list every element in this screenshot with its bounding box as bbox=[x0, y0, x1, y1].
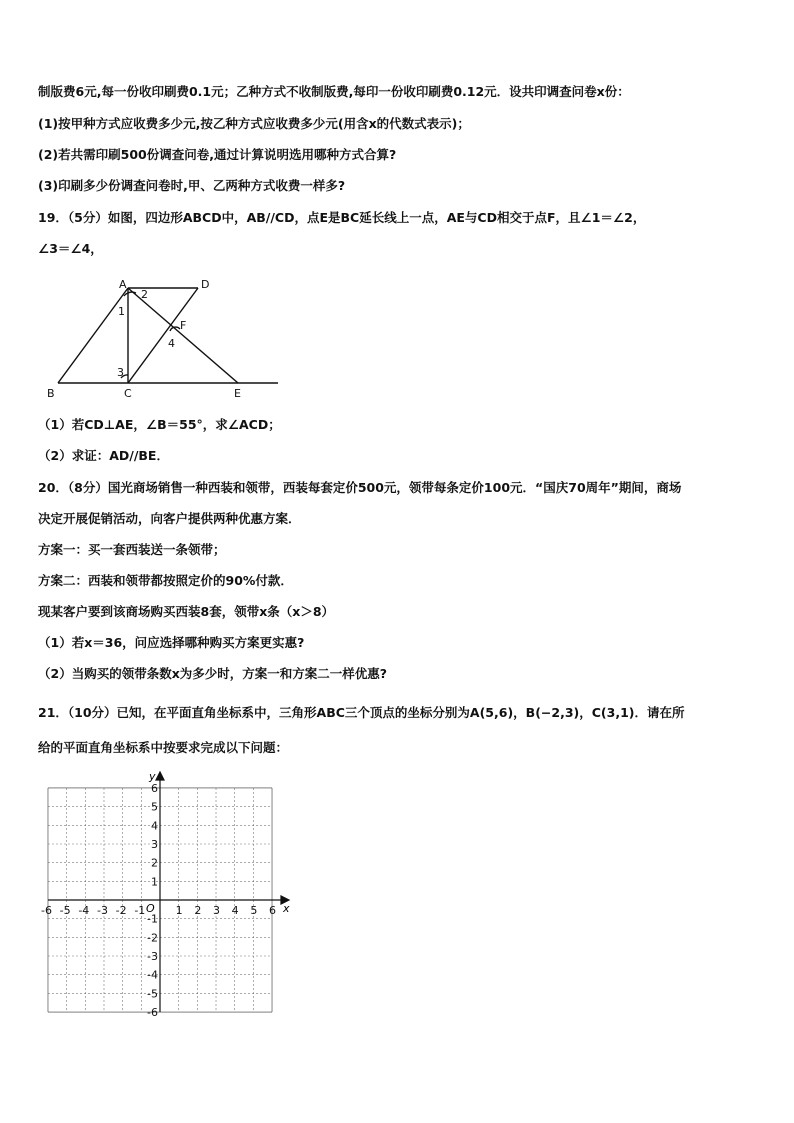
angle-2-label: 2 bbox=[141, 288, 148, 301]
text-line-1: 制版费6元,每一份收印刷费0.1元；乙种方式不收制版费,每印一份收印刷费0.12元．设共印调查问卷x份： bbox=[38, 84, 630, 99]
y-tick-label: -6 bbox=[147, 1006, 158, 1020]
angle-3-label: 3 bbox=[117, 366, 124, 379]
point-b-label: B bbox=[47, 387, 55, 400]
point-c-label: C bbox=[124, 387, 132, 400]
x-tick-label: -5 bbox=[59, 904, 71, 917]
y-tick-label: -3 bbox=[147, 950, 158, 964]
y-axis-arrow-icon bbox=[156, 772, 164, 780]
question-21-line-2: 给的平面直角坐标系中按要求完成以下问题： bbox=[38, 740, 289, 755]
text-line-2: (1)按甲种方式应收费多少元,按乙种方式应收费多少元(用含x的代数式表示)； bbox=[38, 116, 470, 131]
angle-4-label: 4 bbox=[168, 337, 175, 350]
question-20-line-2: 决定开展促销活动，向客户提供两种优惠方案． bbox=[38, 511, 301, 526]
question-20-title: 20．（8分）国光商场销售一种西装和领带，西装每套定价500元，领带每条定价100元．“国庆70周年”期间，商场 bbox=[38, 480, 682, 495]
x-tick-label: 5 bbox=[250, 904, 258, 917]
x-tick-label: -3 bbox=[96, 904, 108, 917]
x-axis-label: x bbox=[283, 902, 290, 915]
y-tick-label: -2 bbox=[147, 931, 158, 945]
x-tick-label: 1 bbox=[175, 904, 183, 917]
question-20-part-2: （2）当购买的领带条数x为多少时，方案一和方案二一样优惠? bbox=[38, 666, 388, 681]
x-tick-label: 2 bbox=[194, 904, 202, 917]
point-e-label: E bbox=[234, 387, 241, 400]
x-tick-label: -2 bbox=[115, 904, 127, 917]
x-tick-label: -4 bbox=[78, 904, 90, 917]
y-tick-label: 2 bbox=[151, 856, 158, 870]
y-tick-label: 5 bbox=[151, 800, 158, 814]
y-axis-label: y bbox=[149, 770, 156, 783]
point-a-label: A bbox=[119, 278, 127, 291]
x-tick-label: -1 bbox=[134, 904, 146, 917]
x-tick-label: 6 bbox=[269, 904, 277, 917]
question-21-title: 21．（10分）已知，在平面直角坐标系中，三角形ABC三个顶点的坐标分别为A(5,6)，B(−2,3)，C(3,1)．请在所 bbox=[38, 705, 685, 720]
plan-one: 方案一：买一套西装送一条领带； bbox=[38, 542, 226, 557]
question-19-condition: ∠3＝∠4， bbox=[38, 241, 103, 256]
question-20-part-1: （1）若x＝36，问应选择哪种购买方案更实惠? bbox=[38, 635, 305, 650]
question-19-part-1: （1）若CD⊥AE，∠B＝55°，求∠ACD； bbox=[38, 417, 281, 432]
plan-two: 方案二：西装和领带都按照定价的90%付款． bbox=[38, 573, 293, 588]
question-19-part-2: （2）求证：AD//BE． bbox=[38, 448, 169, 463]
y-tick-label: -1 bbox=[147, 912, 158, 926]
text-line-4: (3)印刷多少份调查问卷时,甲、乙两种方式收费一样多? bbox=[38, 178, 346, 193]
y-tick-label: -4 bbox=[147, 968, 158, 982]
y-tick-label: 6 bbox=[151, 781, 158, 795]
point-f-label: F bbox=[180, 319, 187, 332]
point-d-label: D bbox=[201, 278, 210, 291]
question-19-title: 19．（5分）如图，四边形ABCD中，AB//CD，点E是BC延长线上一点，AE与CD相交于点F，且∠1＝∠2， bbox=[38, 210, 646, 225]
y-tick-label: 1 bbox=[151, 875, 158, 889]
text-line-3: (2)若共需印刷500份调查问卷,通过计算说明选用哪种方式合算? bbox=[38, 147, 397, 162]
y-tick-label: 3 bbox=[151, 837, 158, 851]
x-tick-label: 3 bbox=[213, 904, 221, 917]
angle-1-label: 1 bbox=[118, 305, 125, 318]
x-tick-label: 4 bbox=[231, 904, 239, 917]
origin-label: O bbox=[146, 902, 155, 915]
x-tick-label: -6 bbox=[40, 904, 52, 917]
y-tick-label: -5 bbox=[147, 987, 158, 1001]
y-tick-label: 4 bbox=[151, 819, 158, 833]
question-20-condition: 现某客户要到该商场购买西装8套，领带x条（x＞8） bbox=[38, 604, 335, 619]
